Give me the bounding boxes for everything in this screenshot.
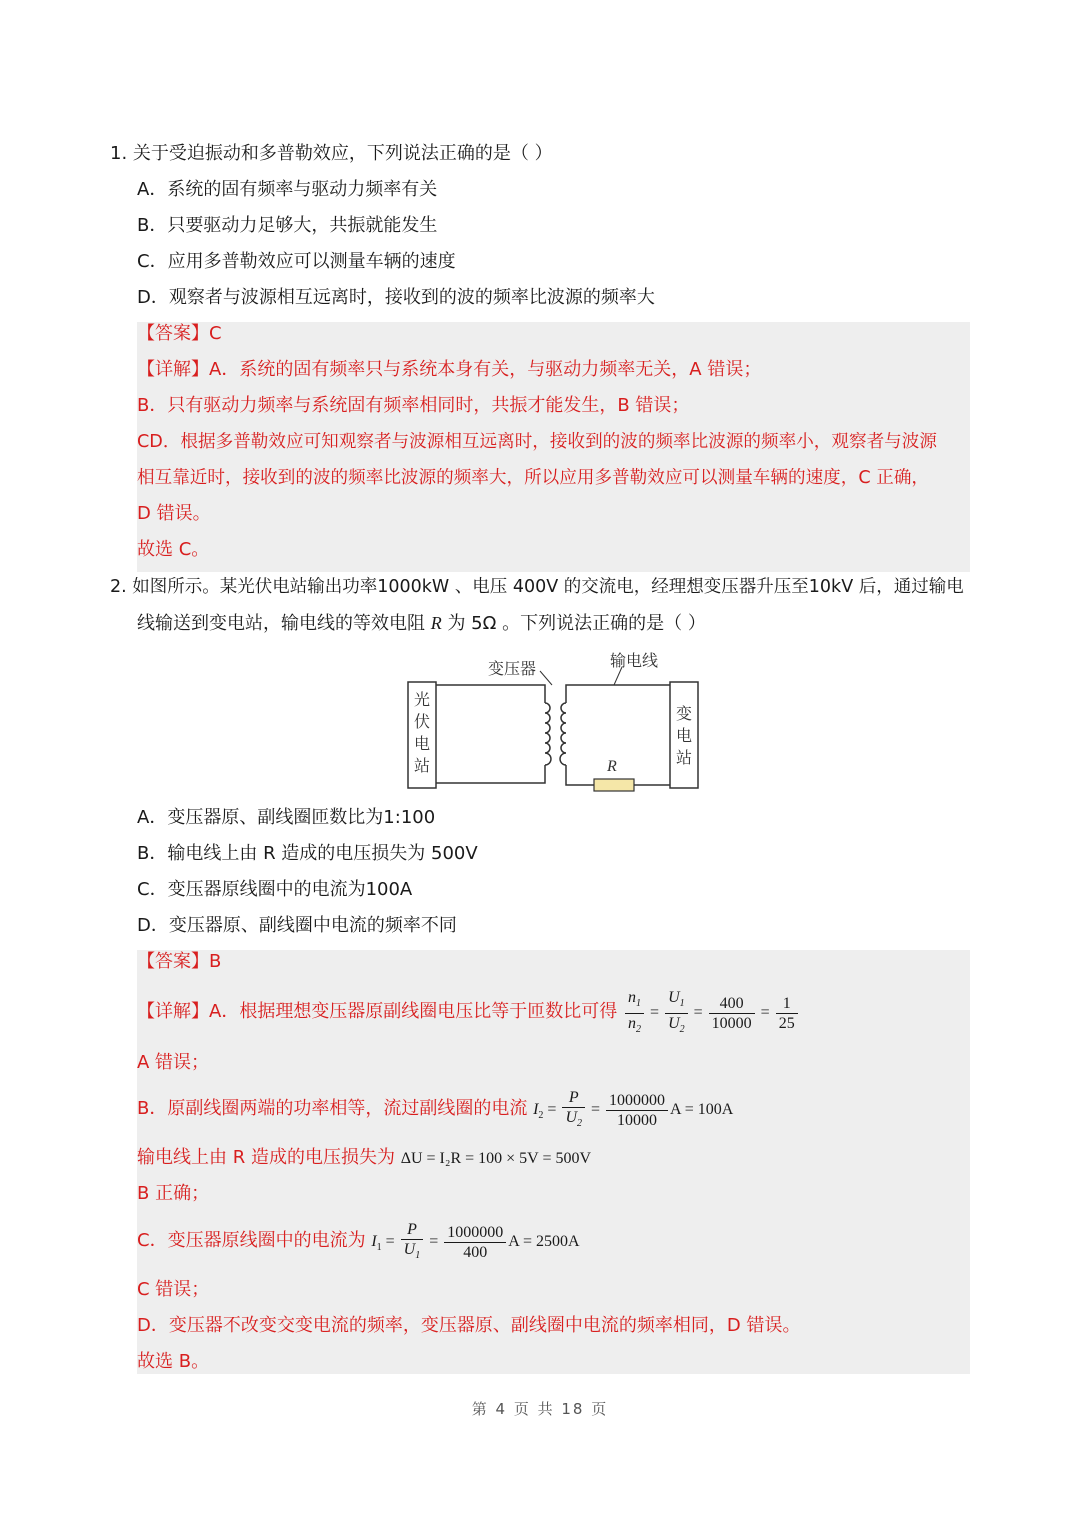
q1-option-a: A．系统的固有频率与驱动力频率有关 <box>137 179 438 200</box>
pv-char-1: 光 <box>413 690 430 709</box>
q2-detail-b-text: B．原副线圈两端的功率相等，流过副线圈的电流 <box>137 1098 528 1119</box>
q1-detail-3: CD．根据多普勒效应可知观察者与波源相互远离时，接收到的波的频率比波源的频率小，观察者与波源 <box>137 432 937 452</box>
q1-detail-2: B．只有驱动力频率与系统固有频率相同时，共振才能发生，B 错误； <box>137 395 690 416</box>
q2-detail-b2-text: 输电线上由 R 造成的电压损失为 <box>137 1147 395 1168</box>
q2-detail-c2: C 错误； <box>137 1279 210 1300</box>
q1-answer: 【答案】C <box>137 323 222 344</box>
secondary-wire-top <box>566 685 670 703</box>
equation-c: $I_1$ = $\frac{P}{U_1}$ = $\frac{1000000}{400}$ A = 2500A <box>371 1220 580 1261</box>
q2-detail-b <box>137 1084 733 1141</box>
pv-char-2: 伏 <box>413 712 430 731</box>
pv-char-3: 电 <box>413 734 430 753</box>
q1-detail-6: 故选 C。 <box>137 539 210 560</box>
circuit-svg <box>400 645 710 795</box>
secondary-coil <box>560 703 566 765</box>
q2-detail-b3: B 正确； <box>137 1183 210 1204</box>
equation-b2: ΔU = I₂R = 100 × 5V = 500V <box>400 1150 592 1167</box>
q2-detail-d: D．变压器不改变交变电流的频率，变压器原、副线圈中电流的频率相同，D 错误。 <box>137 1315 801 1336</box>
q2-stem-text-a: 线输送到变电站，输电线的等效电阻 <box>137 613 431 634</box>
secondary-wire-bottom-left <box>566 765 594 785</box>
equation-b: $I_2$ = $\frac{P}{U_2}$ = $\frac{1000000}{10000}$ A = 100A <box>533 1088 734 1129</box>
resistor-label: R <box>607 758 617 775</box>
q1-option-b: B．只要驱动力足够大，共振就能发生 <box>137 215 438 236</box>
page-footer: 第 4 页 共 18 页 <box>471 1400 609 1418</box>
q2-option-c: C．变压器原线圈中的电流为100A <box>137 879 413 900</box>
q2-option-b: B．输电线上由 R 造成的电压损失为 500V <box>137 843 478 864</box>
transformer-leader <box>540 671 552 685</box>
q2-detail-a <box>137 984 800 1041</box>
q2-detail-c <box>137 1216 580 1273</box>
resistor <box>594 779 634 791</box>
line-label: 输电线 <box>610 651 659 670</box>
q2-option-a: A．变压器原、副线圈匝数比为1:100 <box>137 807 436 828</box>
sub-char-2: 电 <box>675 726 692 745</box>
q2-detail-a2: A 错误； <box>137 1052 210 1073</box>
q2-detail-a-text: 【详解】A．根据理想变压器原副线圈电压比等于匝数比可得 <box>137 1001 618 1022</box>
q2-stem-line2 <box>137 611 706 636</box>
q1-detail-5: D 错误。 <box>137 503 211 524</box>
pv-char-4: 站 <box>413 756 430 775</box>
q2-detail-c-text: C．变压器原线圈中的电流为 <box>137 1230 366 1251</box>
pv-station-label <box>408 689 436 777</box>
substation-label <box>670 703 698 769</box>
q1-stem: 1. 关于受迫振动和多普勒效应，下列说法正确的是（ ） <box>110 143 553 164</box>
q2-stem-line1: 2. 如图所示。某光伏电站输出功率1000kW 、电压 400V 的交流电，经理想变压器升压至10kV 后，通过输电 <box>110 577 964 597</box>
q2-stem-r: R <box>430 613 442 633</box>
q2-detail-b2 <box>137 1146 591 1171</box>
q1-option-d: D．观察者与波源相互远离时，接收到的波的频率比波源的频率大 <box>137 287 655 308</box>
equation-a: $\frac{n_1}{n_2}$ = $\frac{U_1}{U_2}$ = $\frac{400}{10000}$ = $\frac{1}{25}$ <box>623 1004 800 1021</box>
q1-detail-1: 【详解】A．系统的固有频率只与系统本身有关，与驱动力频率无关，A 错误； <box>137 359 762 380</box>
circuit-diagram <box>400 645 710 795</box>
sub-char-3: 站 <box>675 748 692 767</box>
q2-option-d: D．变压器原、副线圈中电流的频率不同 <box>137 915 457 936</box>
primary-wire-top <box>436 685 545 703</box>
primary-wire-bottom <box>436 765 545 783</box>
q1-detail-4: 相互靠近时，接收到的波的频率比波源的频率大，所以应用多普勒效应可以测量车辆的速度，C 正确， <box>137 468 930 488</box>
transformer-label: 变压器 <box>488 659 537 678</box>
q2-stem-text-b: 为 5Ω 。下列说法正确的是（ ） <box>441 613 706 634</box>
q2-detail-end: 故选 B。 <box>137 1351 210 1372</box>
q2-answer: 【答案】B <box>137 951 222 972</box>
sub-char-1: 变 <box>675 704 692 723</box>
q1-option-c: C．应用多普勒效应可以测量车辆的速度 <box>137 251 456 272</box>
primary-coil <box>545 703 551 765</box>
